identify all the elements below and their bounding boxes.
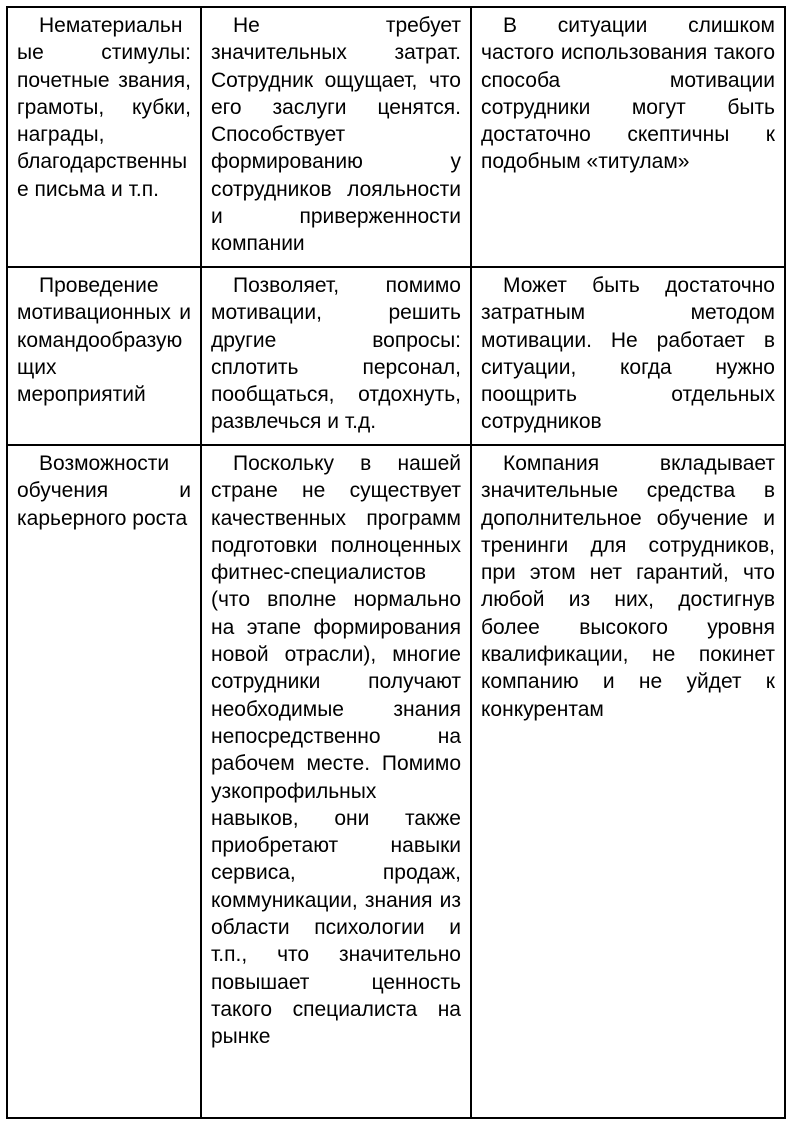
cell-text: Проведение мотивационных и командообразующих мероприятий [17,274,191,407]
table-row [7,7,785,267]
table-cell [471,445,785,1118]
table-row [7,445,785,1118]
cell-text: Позволяет, помимо мотивации, решить другие вопросы: сплотить персонал, пообщаться, отдохнуть, развлечься и т.д. [211,274,461,434]
table-cell [201,445,471,1118]
table-cell [201,267,471,445]
cell-text: Не требует значительных затрат. Сотрудник ощущает, что его заслуги ценятся. Способствует формированию у сотрудников лояльности и приверженности компании [211,14,461,256]
cell-text: Может быть достаточно затратным методом мотивации. Не работает в ситуации, когда нужно поощрить отдельных сотрудников [481,274,775,434]
table-cell [471,267,785,445]
cell-text: В ситуации слишком частого использования такого способа мотивации сотрудники могут быть достаточно скептичны к подобным «титулам» [481,14,775,174]
table-cell [471,7,785,267]
cell-text: Поскольку в нашей стране не существует качественных программ подготовки полноценных фитнес-специалистов (что вполне нормально на этапе формирования новой отрасли), многие сотрудники получают необходимые знания непосредственно на рабочем месте. Помимо узкопрофильных навыков, они также приобретают навыки сервиса, продаж, коммуникации, знания из области психологии и т.п., что значительно повышает ценность такого специалиста на рынке [211,452,461,1049]
cell-text: Компания вкладывает значительные средства в дополнительное обучение и тренинги для сотрудников, при этом нет гарантий, что любой из них, достигнув более высокого уровня квалификации, не покинет компанию и не уйдет к конкурентам [481,452,775,721]
motivation-methods-table [6,6,786,1119]
cell-text: Возможности обучения и карьерного роста [17,452,191,530]
table-row [7,267,785,445]
table-cell [7,445,201,1118]
table-cell [201,7,471,267]
table-cell [7,7,201,267]
cell-text: Нематериальные стимулы: почетные звания, грамоты, кубки, награды, благодарственные письма и т.п. [17,14,191,201]
table-cell [7,267,201,445]
